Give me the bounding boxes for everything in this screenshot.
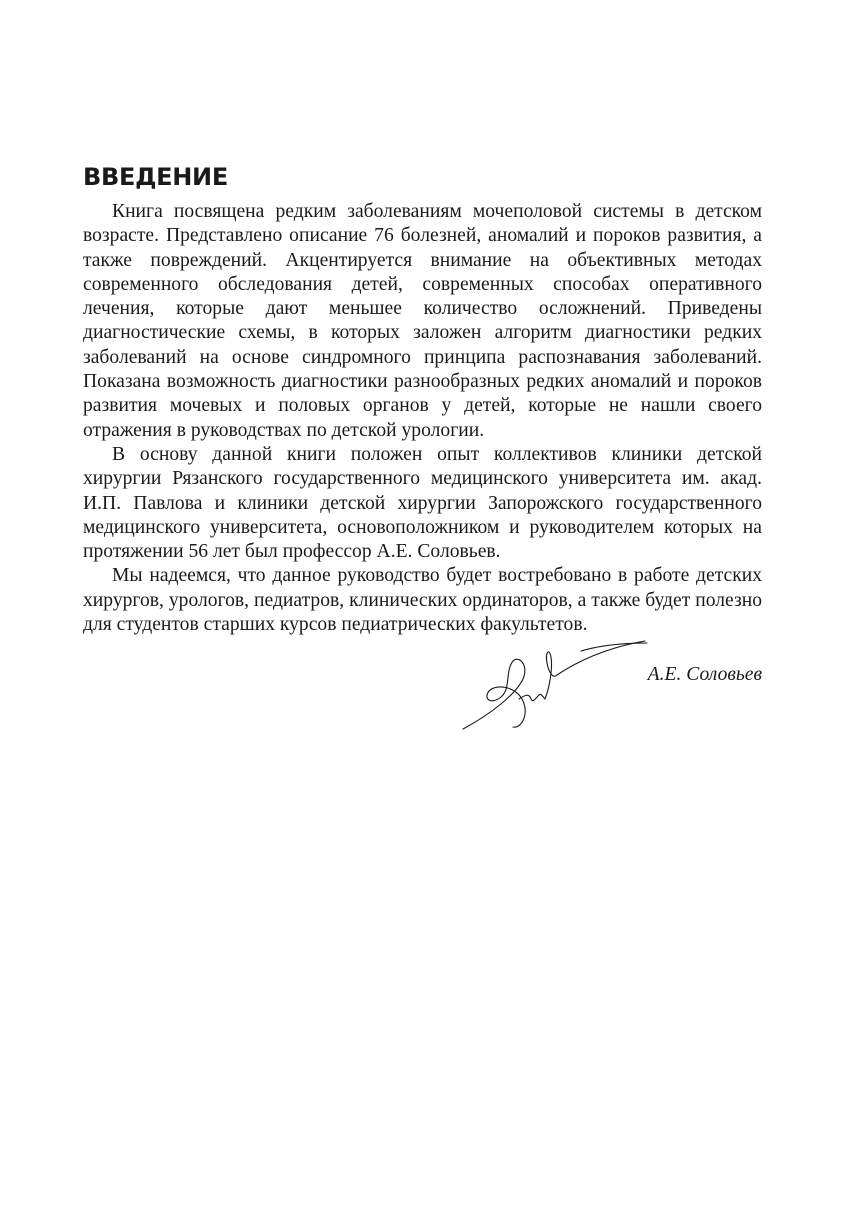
paragraph-foundation: В основу данной книги положен опыт коллективов клиники детской хирургии Рязанского государственного медицинского университета им. акад. И.П. Павлова и клиники детской хирургии Запорожского государственного медицинского университета, основоположником и руководителем которых на протяжении 56 лет был профессор А.Е. Соловьев.	[83, 443, 762, 563]
paragraph-hope: Мы надеемся, что данное руководство будет востребовано в работе детских хирургов, урологов, педиатров, клинических ординаторов, а также будет полезно для студентов старших курсов педиатрических факультетов.	[83, 565, 762, 636]
page-title: ВВЕДЕНИЕ	[83, 163, 228, 191]
signature-block	[83, 639, 762, 739]
paragraph-intro: Книга посвящена редким заболеваниям мочеполовой системы в детском возрасте. Представлено описание 76 болезней, аномалий и пороков развития, а также повреждений. Акцентируется внимание на объективных методах современного обследования детей, современных способах оперативного лечения, которые дают меньшее количество осложнений. Приведены диагностические схемы, в которых заложен алгоритм диагностики редких заболеваний на основе синдромного принципа распознавания заболеваний. Показана возможность диагностики разнообразных редких аномалий и пороков развития мочевых и половых органов у детей, которые не нашли своего отражения в руководствах по детской урологии.	[83, 201, 762, 441]
page-content	[83, 160, 762, 739]
author-name: А.Е. Соловьев	[647, 664, 762, 686]
handwritten-signature	[461, 639, 651, 731]
